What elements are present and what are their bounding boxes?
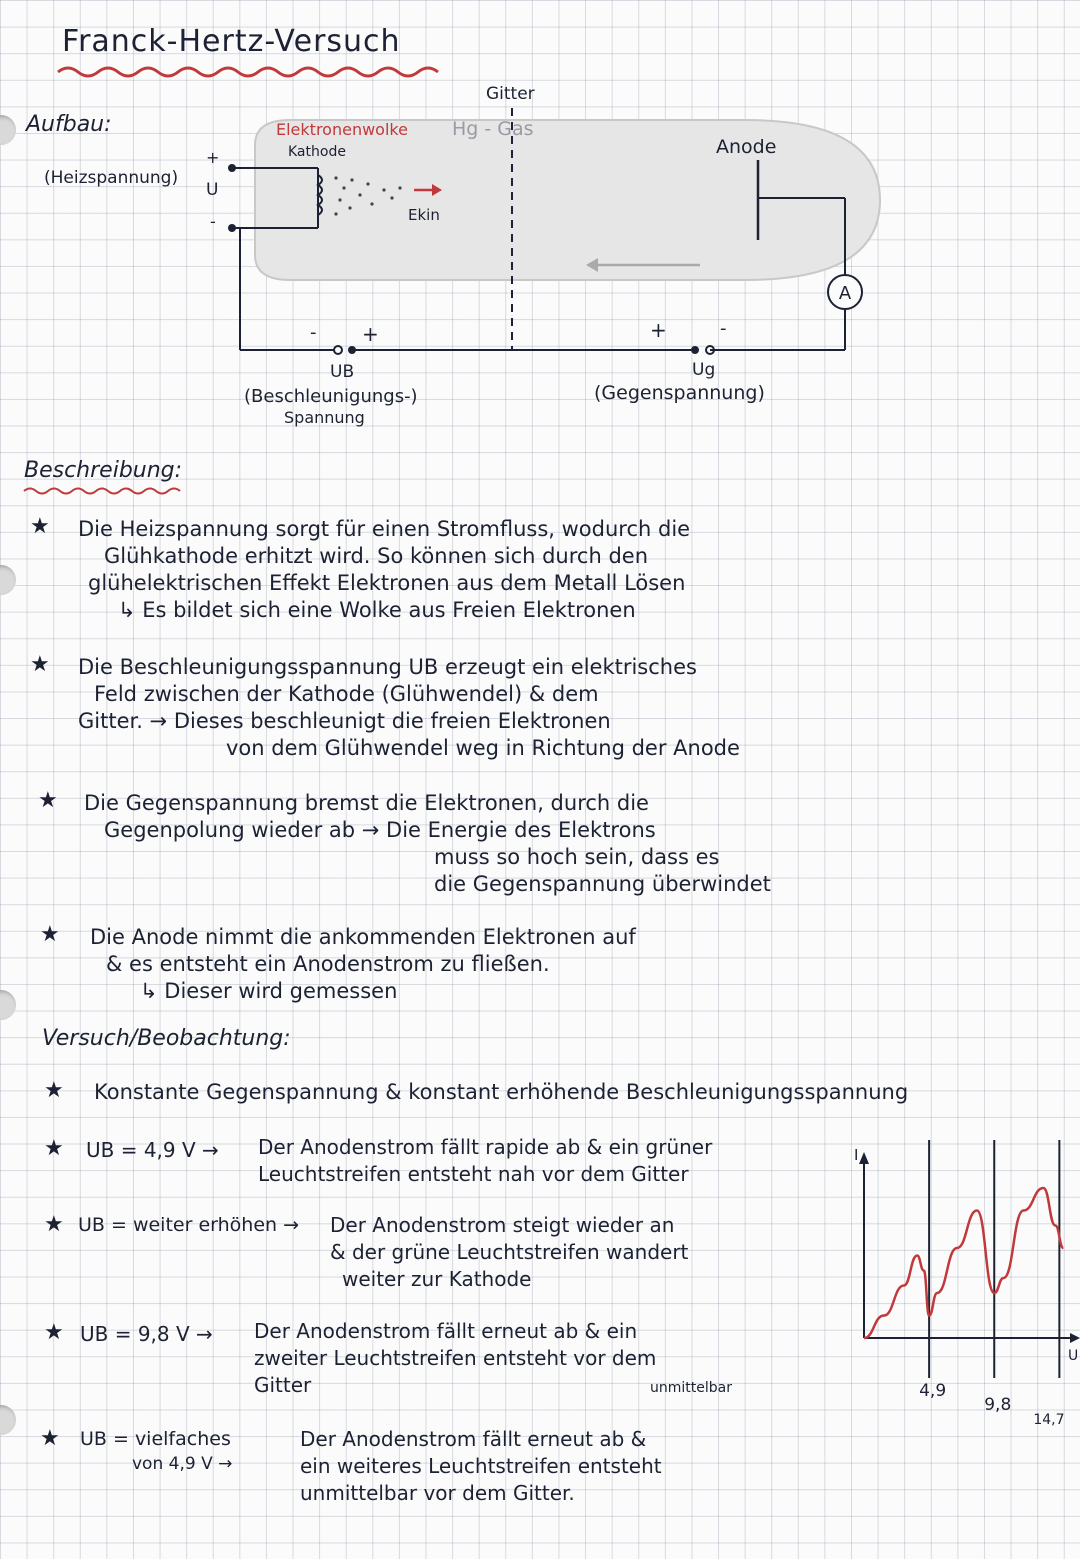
text-line: ↳ Dieser wird gemessen xyxy=(140,979,398,1003)
versuch-condition-4: UB = vielfaches xyxy=(80,1428,231,1450)
anodenstrom-chart xyxy=(820,1140,1080,1460)
bullet-star: ★ xyxy=(44,1136,64,1161)
elektronenwolke-label: Elektronenwolke xyxy=(276,120,408,139)
ub-minus-sign: - xyxy=(310,322,317,343)
x-axis-arrow xyxy=(1070,1333,1080,1343)
bullet-star: ★ xyxy=(44,1212,64,1237)
text-line: Die Heizspannung sorgt für einen Stromfluss, wodurch die xyxy=(78,517,691,541)
ub-label-1: (Beschleunigungs-) xyxy=(244,386,418,407)
text-line: & der grüne Leuchtstreifen wandert xyxy=(330,1240,689,1264)
ug-symbol: Ug xyxy=(692,360,716,380)
versuch-condition-1: UB = 4,9 V → xyxy=(86,1138,219,1162)
versuch-condition-2: UB = weiter erhöhen → xyxy=(78,1214,300,1236)
text-line: Leuchtstreifen entsteht nah vor dem Gitter xyxy=(258,1162,689,1186)
anode-label: Anode xyxy=(716,136,777,158)
ub-symbol: UB xyxy=(330,362,355,382)
x-tick-label: 14,7 xyxy=(1033,1412,1065,1428)
x-tick-label: 9,8 xyxy=(984,1395,1012,1415)
title-underline xyxy=(56,62,446,82)
text-line: Gegenpolung wieder ab → Die Energie des Elektrons xyxy=(104,818,656,842)
beschreibung-heading: Beschreibung: xyxy=(24,458,183,483)
heizspannung-label: (Heizspannung) xyxy=(44,168,179,188)
text-line: Gitter. → Dieses beschleunigt die freien Elektronen xyxy=(78,709,611,733)
aufbau-heading: Aufbau: xyxy=(26,112,112,137)
text-line: weiter zur Kathode xyxy=(342,1267,532,1291)
text-line: Der Anodenstrom fällt erneut ab & xyxy=(300,1427,647,1451)
versuch-result-4 xyxy=(300,1426,662,1507)
text-line: ein weiteres Leuchtstreifen entsteht xyxy=(300,1454,662,1478)
text-line: Die Anode nimmt die ankommenden Elektronen auf xyxy=(90,925,636,949)
ub-label-2: Spannung xyxy=(284,408,365,427)
text-line: muss so hoch sein, dass es xyxy=(434,845,720,869)
heater-minus-sign: - xyxy=(210,212,216,231)
beschreibung-bullet-1 xyxy=(78,516,690,624)
y-axis-label: I xyxy=(854,1146,859,1164)
anodenstrom-curve xyxy=(864,1188,1063,1338)
text-line: Glühkathode erhitzt wird. So können sich durch den xyxy=(104,544,649,568)
text-line: zweiter Leuchtstreifen entsteht vor dem xyxy=(254,1346,657,1370)
text-line: Feld zwischen der Kathode (Glühwendel) & dem xyxy=(94,682,599,706)
ug-label: (Gegenspannung) xyxy=(594,382,765,404)
bullet-star: ★ xyxy=(40,922,60,947)
ammeter-label: A xyxy=(838,283,852,304)
x-axis-label: U xyxy=(1068,1348,1079,1364)
punch-hole xyxy=(0,1405,16,1435)
text-line: Der Anodenstrom steigt wieder an xyxy=(330,1213,675,1237)
beschreibung-bullet-2 xyxy=(78,654,740,762)
versuch-result-1 xyxy=(258,1134,712,1188)
text-line: Die Gegenspannung bremst die Elektronen, durch die xyxy=(84,791,649,815)
kathode-label: Kathode xyxy=(288,144,346,160)
punch-hole xyxy=(0,990,16,1020)
text-line: Der Anodenstrom fällt erneut ab & ein xyxy=(254,1319,638,1343)
ug-plus-terminal xyxy=(691,346,699,354)
hg-gas-label: Hg - Gas xyxy=(452,118,534,140)
text-line: von dem Glühwendel weg in Richtung der Anode xyxy=(226,736,740,760)
bullet-star: ★ xyxy=(38,788,58,813)
versuch-condition-3: UB = 9,8 V → xyxy=(80,1322,213,1346)
text-line: Die Beschleunigungsspannung UB erzeugt ein elektrisches xyxy=(78,655,697,679)
text-line: Gitter xyxy=(254,1373,312,1397)
text-line: & es entsteht ein Anodenstrom zu fließen. xyxy=(106,952,550,976)
bullet-star: ★ xyxy=(30,652,50,677)
text-line: glühelektrischen Effekt Elektronen aus dem Metall Lösen xyxy=(88,571,686,595)
text-line: Der Anodenstrom fällt rapide ab & ein grüner xyxy=(258,1135,713,1159)
bullet-star: ★ xyxy=(40,1426,60,1451)
heater-voltage-symbol: U xyxy=(206,180,219,200)
bullet-star: ★ xyxy=(44,1320,64,1345)
x-tick-label: 4,9 xyxy=(919,1381,947,1401)
heater-plus-sign: + xyxy=(206,148,220,167)
versuch-result-3 xyxy=(254,1318,656,1399)
versuch-note-unmittelbar: unmittelbar xyxy=(650,1380,732,1396)
glass-tube xyxy=(255,120,880,280)
y-axis-arrow xyxy=(859,1152,869,1164)
text-line: ↳ Es bildet sich eine Wolke aus Freien Elektronen xyxy=(118,598,636,622)
versuch-condition-4b: von 4,9 V → xyxy=(132,1454,233,1474)
text-line: die Gegenspannung überwindet xyxy=(434,872,771,896)
ub-plus-sign: + xyxy=(362,322,379,346)
page-title: Franck-Hertz-Versuch xyxy=(62,24,401,59)
ekin-label: Ekin xyxy=(408,206,440,224)
beschreibung-underline xyxy=(22,486,192,496)
punch-hole xyxy=(0,565,16,595)
beschreibung-bullet-4 xyxy=(90,924,636,1005)
ug-plus-sign: + xyxy=(650,318,667,342)
ub-minus-terminal xyxy=(334,346,342,354)
versuch-heading: Versuch/Beobachtung: xyxy=(42,1026,291,1051)
bullet-star: ★ xyxy=(30,514,50,539)
versuch-result-2 xyxy=(330,1212,688,1293)
text-line: unmittelbar vor dem Gitter. xyxy=(300,1481,575,1505)
beschreibung-bullet-3 xyxy=(84,790,771,898)
gitter-label: Gitter xyxy=(486,84,535,104)
ug-minus-sign: - xyxy=(720,318,727,339)
versuch-intro: Konstante Gegenspannung & konstant erhöhende Beschleunigungsspannung xyxy=(94,1080,909,1104)
apparatus-diagram xyxy=(0,80,1080,440)
bullet-star: ★ xyxy=(44,1078,64,1103)
